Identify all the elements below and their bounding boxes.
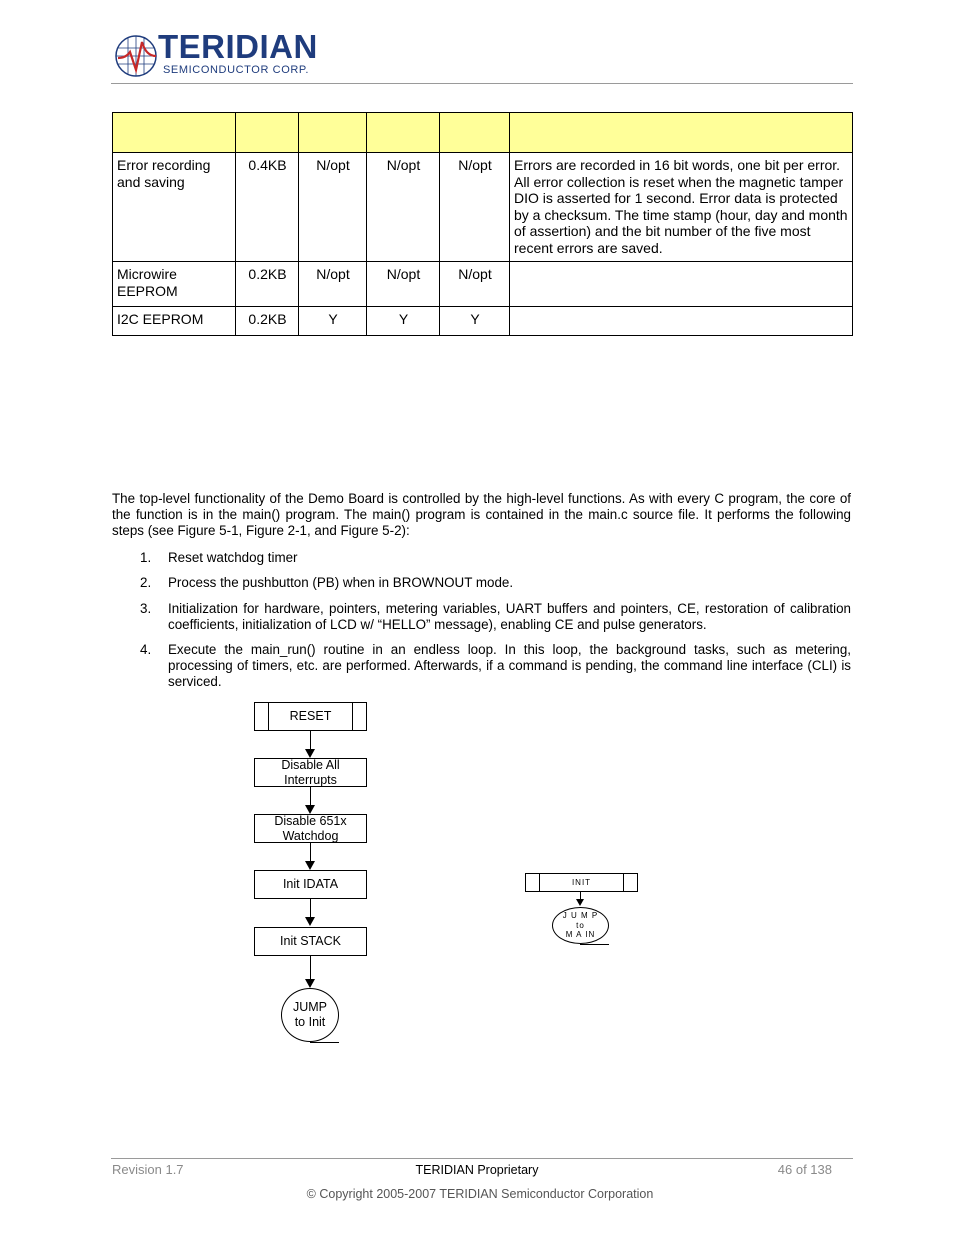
- list-number: 3.: [140, 601, 152, 616]
- reset-block: [254, 702, 367, 731]
- flow-connector: [310, 899, 311, 918]
- logo-wordmark: TERIDIAN: [158, 28, 318, 65]
- list-item: [112, 575, 851, 592]
- row-col2: N/opt: [367, 153, 440, 262]
- block-label: Interrupts: [284, 772, 337, 787]
- terminal-label: M A IN: [565, 930, 596, 940]
- table-row: [113, 153, 853, 262]
- terminal-label: JUMP: [292, 1000, 328, 1014]
- block-divider: [268, 703, 269, 730]
- init-idata-block: [254, 870, 367, 899]
- arrow-down-icon: [305, 917, 315, 926]
- table-row: [113, 307, 853, 336]
- terminal-label: J U M P: [562, 911, 599, 921]
- row-col1: N/opt: [299, 262, 367, 307]
- header-divider: [111, 83, 853, 84]
- list-item: [112, 601, 851, 634]
- row-col1: Y: [299, 307, 367, 336]
- header-cell: [510, 113, 853, 153]
- block-label: Init STACK: [280, 934, 341, 948]
- list-item: [112, 550, 851, 567]
- block-label: Init IDATA: [282, 877, 339, 891]
- row-size: 0.4KB: [236, 153, 299, 262]
- page-number: 46 of 138: [777, 1162, 832, 1177]
- memory-table: [112, 112, 853, 336]
- row-name: Microwire EEPROM: [113, 262, 236, 307]
- jump-to-init-terminal: [281, 988, 339, 1042]
- terminal-label: to Init: [294, 1015, 326, 1029]
- row-col3: N/opt: [440, 153, 510, 262]
- list-text: Process the pushbutton (PB) when in BROWNOUT mode.: [168, 575, 514, 590]
- revision-label: Revision 1.7: [112, 1162, 184, 1177]
- row-col1: N/opt: [299, 153, 367, 262]
- block-label: Disable All: [281, 757, 340, 772]
- row-description: Errors are recorded in 16 bit words, one bit per error. All error collection is reset when the magnetic tamper DIO is asserted for 1 second. Error data is protected by a checksum. The time stamp (hour, day and month of assertion) and the bit number of the five most recent errors are saved.: [510, 153, 853, 262]
- row-name: I2C EEPROM: [113, 307, 236, 336]
- flow-connector: [310, 843, 311, 862]
- list-number: 2.: [140, 575, 152, 590]
- init-block: [525, 873, 638, 892]
- init-label: INIT: [571, 878, 592, 887]
- list-text: Initialization for hardware, pointers, metering variables, UART buffers and pointers, CE, restoration of calibration coefficients, initialization of LCD w/ “HELLO” message), enabling CE and pulse generators.: [168, 601, 851, 633]
- list-number: 1.: [140, 550, 152, 565]
- header-cell: [236, 113, 299, 153]
- arrow-down-icon: [305, 861, 315, 870]
- header-cell: [299, 113, 367, 153]
- row-size: 0.2KB: [236, 262, 299, 307]
- header-cell: [440, 113, 510, 153]
- list-number: 4.: [140, 642, 152, 657]
- footer-divider: [111, 1158, 853, 1159]
- disable-watchdog-block: [254, 814, 367, 843]
- row-description: [510, 307, 853, 336]
- disable-interrupts-block: [254, 758, 367, 787]
- flow-connector: [310, 787, 311, 806]
- terminal-label: to: [576, 920, 585, 930]
- flow-connector: [310, 731, 311, 750]
- table-row: [113, 262, 853, 307]
- table-header-row: [113, 113, 853, 153]
- row-col3: Y: [440, 307, 510, 336]
- list-item: [112, 642, 851, 692]
- terminal-underline: [310, 1042, 339, 1043]
- intro-paragraph: The top-level functionality of the Demo Board is controlled by the high-level functions. As with every C program, the core of the function is in the main() program. The main() program is contained in the main.c source file. It performs the following steps (see Figure 5-1, Figure 2-1, and Figure 5-2):: [112, 491, 851, 539]
- block-divider: [539, 874, 540, 891]
- terminal-underline: [580, 944, 609, 945]
- proprietary-label: TERIDIAN Proprietary: [415, 1163, 539, 1177]
- row-description: [510, 262, 853, 307]
- header-cell: [113, 113, 236, 153]
- flow-connector: [580, 892, 581, 899]
- row-name: Error recording and saving: [113, 153, 236, 262]
- block-label: Disable 651x: [274, 813, 347, 828]
- header-cell: [367, 113, 440, 153]
- block-divider: [623, 874, 624, 891]
- row-size: 0.2KB: [236, 307, 299, 336]
- logo-subtitle: SEMICONDUCTOR CORP.: [163, 64, 310, 76]
- flow-connector: [310, 956, 311, 979]
- arrow-down-icon: [305, 979, 315, 988]
- row-col3: N/opt: [440, 262, 510, 307]
- block-label: Watchdog: [282, 828, 339, 843]
- reset-label: RESET: [289, 709, 332, 723]
- row-col2: N/opt: [367, 262, 440, 307]
- list-text: Reset watchdog timer: [168, 550, 298, 565]
- init-stack-block: [254, 927, 367, 956]
- arrow-down-icon: [576, 899, 584, 906]
- list-text: Execute the main_run() routine in an endless loop. In this loop, the background tasks, such as metering, processing of timers, etc. are performed. Afterwards, if a command is pending, the command line interface (CLI) is serviced.: [168, 642, 851, 690]
- row-col2: Y: [367, 307, 440, 336]
- copyright-label: © Copyright 2005-2007 TERIDIAN Semiconductor Corporation: [306, 1187, 654, 1201]
- jump-to-main-terminal: [552, 907, 609, 944]
- block-divider: [352, 703, 353, 730]
